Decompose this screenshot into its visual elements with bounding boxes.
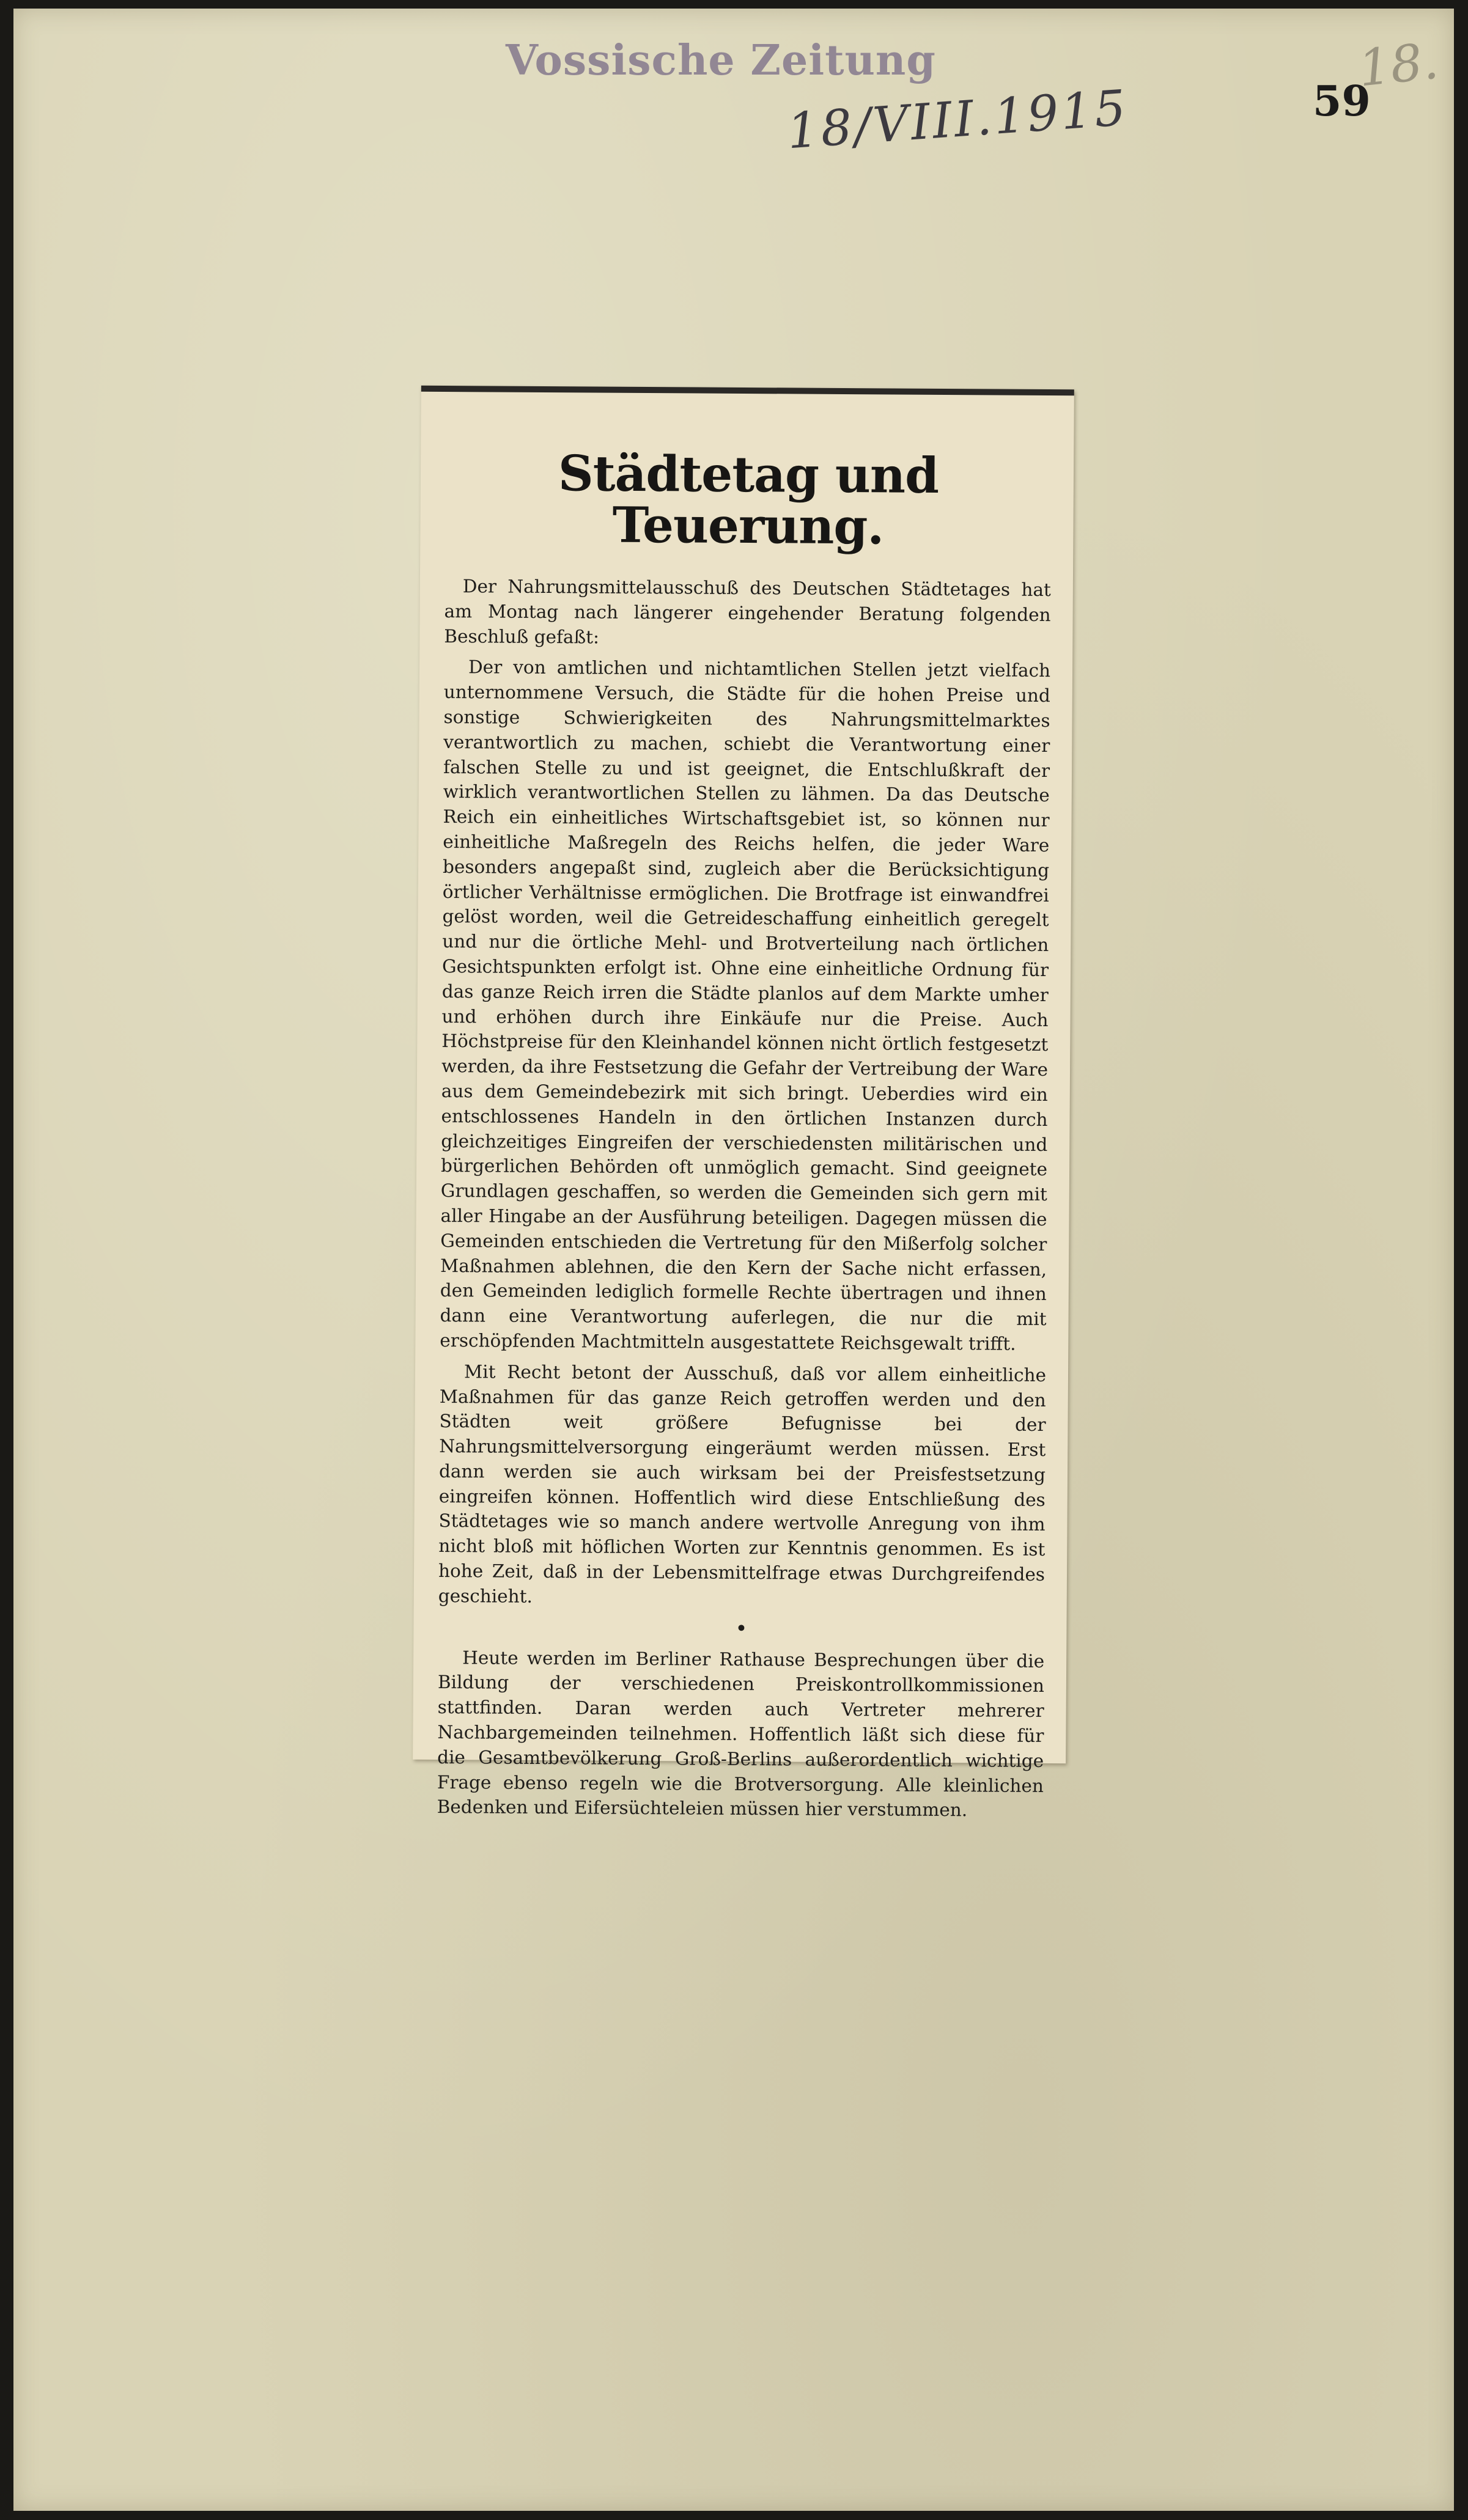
handwritten-date: 18/VIII.1915	[785, 79, 1130, 160]
pencil-number: 18.	[1356, 32, 1442, 98]
article-paragraph: Mit Recht betont der Ausschuß, daß vor allem einheitliche Maßnahmen für das ganze Reich getroffen werden und den Städten weit größere Befugnisse bei der Nahrungsmittelversorgung eingeräumt werden müssen. Erst dann werden sie auch wirksam bei der Preisfestsetzung eingreifen können. Hoffentlich wird diese Entschließung des Städtetages wie so manch andere wertvolle Anregung von ihm nicht bloß mit höflichen Worten zur Kenntnis genommen. Es ist hohe Zeit, daß in der Lebensmittelfrage etwas Durchgreifendes geschieht.	[438, 1361, 1047, 1607]
article-paragraph: Der von amtlichen und nichtamtlichen Stellen jetzt vielfach unternommene Versuch, die Städte für die hohen Preise und sonstige Schwierigkeiten des Nahrungsmittelmarktes verantwortlich zu machen, schiebt die Verantwortung einer falschen Stelle zu und ist geeignet, die Entschlußkraft der wirklich verantwortlichen Stellen zu lähmen. Da das Deutsche Reich ein einheitliches Wirtschaftsgebiet ist, so können nur einheitliche Maßregeln des Reichs helfen, die jeder Ware besonders angepaßt sind, zugleich aber die Berücksichtigung örtlicher Verhältnisse ermöglichen. Die Brotfrage ist einwandfrei gelöst worden, weil die Getreideschaffung einheitlich geregelt und nur die örtliche Mehl- und Brotverteilung nach örtlichen Gesichtspunkten erfolgt ist. Ohne eine einheitliche Ordnung für das ganze Reich irren die Städte planlos auf dem Markte umher und erhöhen durch ihre Einkäufe nur die Preise. Auch Höchstpreise für den Kleinhandel können nicht örtlich festgesetzt werden, da ihre Festsetzung die Gefahr der Vertreibung der Ware aus dem Gemeindebezirk mit sich bringt. Ueberdies wird ein entschlossenes Handeln in den örtlichen Instanzen durch gleichzeitiges Eingreifen der verschiedensten militärischen und bürgerlichen Behörden oft unmöglich gemacht. Sind geeignete Grundlagen geschaffen, so werden die Gemeinden sich gern mit aller Hingabe an der Ausführung beteiligen. Dagegen müssen die Gemeinden entschieden die Vertretung für den Mißerfolg solcher Maßnahmen ablehnen, die den Kern der Sache nicht erfassen, den Gemeinden lediglich formelle Rechte übertragen und ihnen dann eine Verantwortung auferlegen, die nur die mit erschöpfenden Machtmitteln ausgestattete Reichsgewalt trifft.	[440, 656, 1051, 1354]
article-paragraph: Der Nahrungsmittelausschuß des Deutschen Städtetages hat am Montag nach längerer eingehender Beratung folgenden Beschluß gefaßt:	[444, 576, 1051, 648]
newspaper-stamp: Vossische Zeitung	[506, 36, 936, 85]
newspaper-clipping	[413, 386, 1074, 1821]
article-title: Städtetag und Teuerung.	[558, 444, 939, 556]
article-paragraph: Heute werden im Berliner Rathause Besprechungen über die Bildung der verschiedenen Preiskontrollkommissionen stattfinden. Daran werden auch Vertreter mehrerer Nachbargemeinden teilnehmen. Hoffentlich läßt sich diese für die Gesamtbevölkerung Groß-Berlins außerordentlich wichtige Frage ebenso regeln wie die Brotversorgung. Alle kleinlichen Bedenken und Eifersüchteleien müssen hier verstummen.	[437, 1647, 1045, 1821]
archive-sheet	[13, 9, 1454, 2511]
section-separator: •	[735, 1616, 748, 1641]
page-number: 59	[1313, 77, 1371, 126]
